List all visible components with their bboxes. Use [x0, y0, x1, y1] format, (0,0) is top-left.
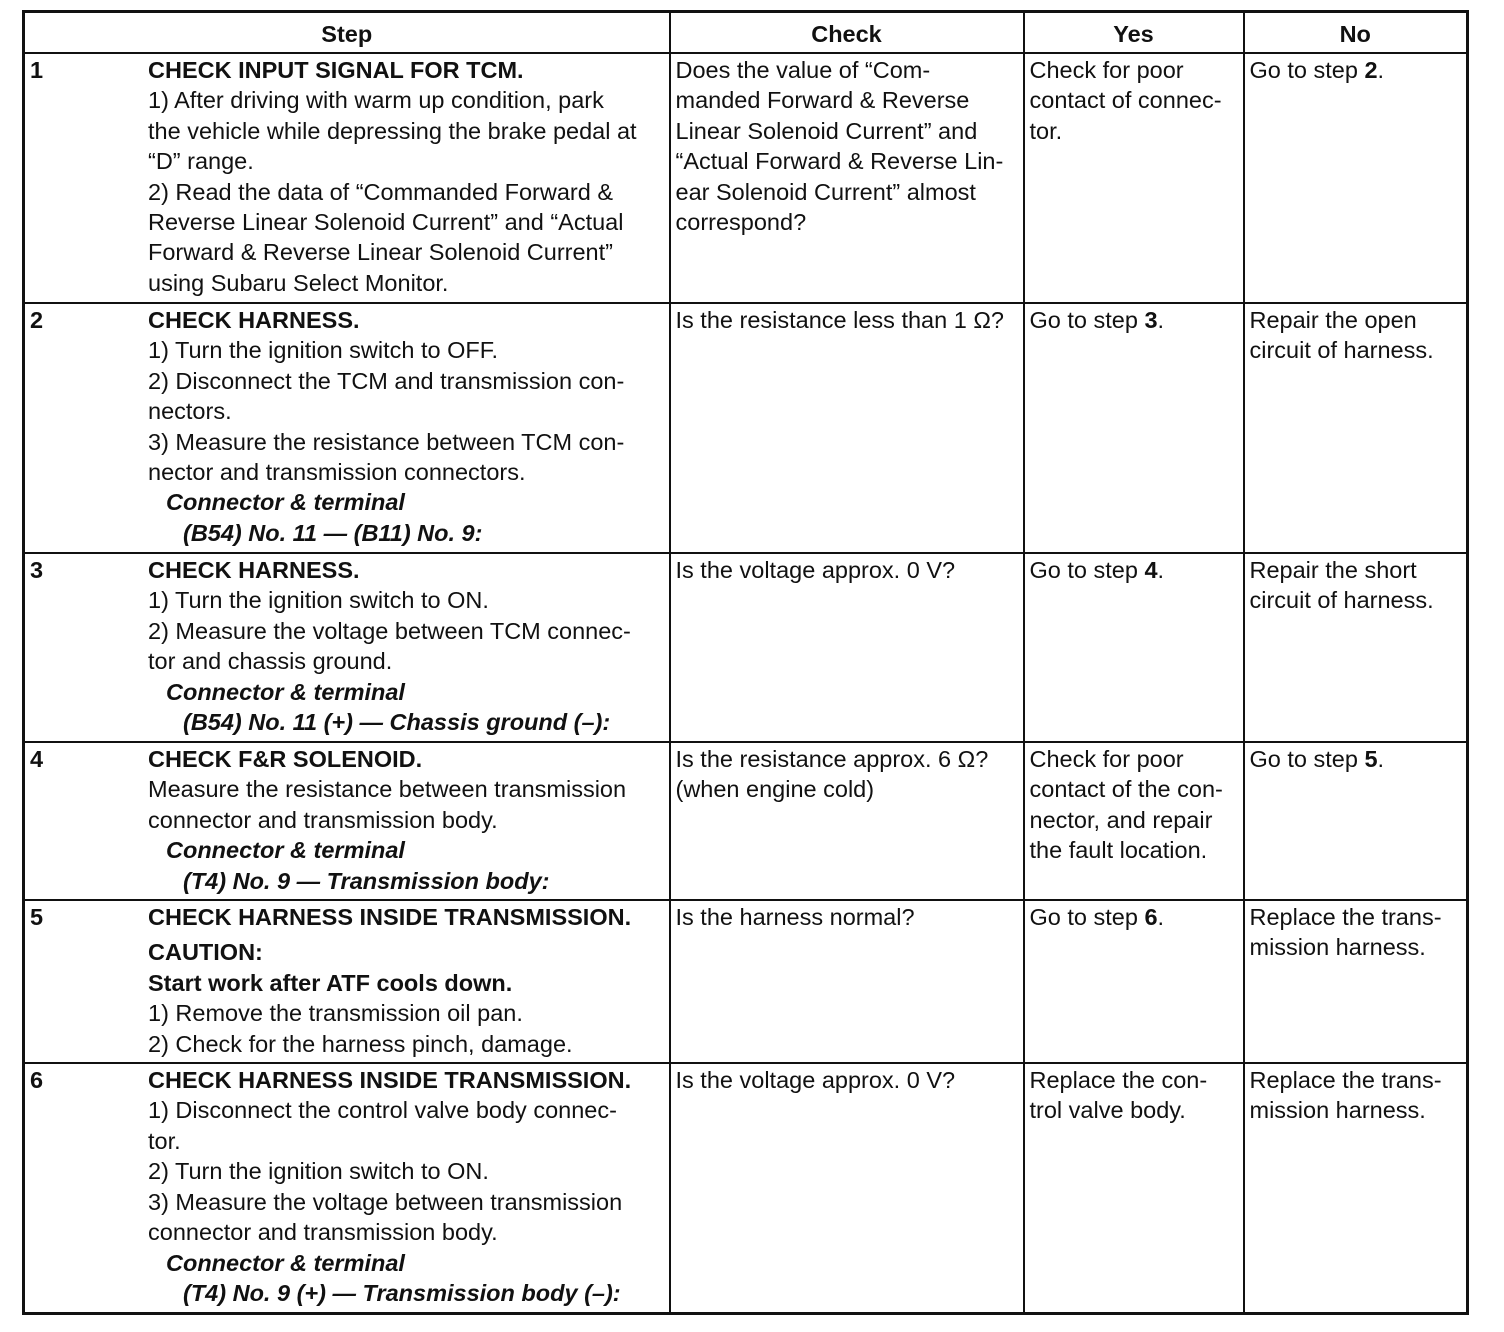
connector-terminal-value: (B54) No. 11 — (B11) No. 9: — [183, 519, 483, 546]
step-number: 4 — [30, 746, 44, 772]
no-text — [1250, 744, 1462, 774]
step-line: tor. — [148, 1127, 181, 1154]
no-text: Replace the trans- — [1249, 904, 1442, 931]
step-line: the vehicle while depressing the brake pedal at — [148, 117, 637, 144]
step-title: CHECK HARNESS. — [148, 307, 360, 333]
check-text: Is the resistance less than 1 Ω? — [675, 307, 1004, 333]
caution-heading: CAUTION: — [148, 939, 263, 966]
step-line: 3) Measure the voltage between transmission — [148, 1188, 623, 1215]
connector-terminal-value: (T4) No. 9 — Transmission body: — [183, 867, 550, 894]
yes-text: tor. — [1029, 117, 1063, 144]
step-line: using Subaru Select Monitor. — [148, 269, 449, 296]
check-cell — [670, 53, 1024, 303]
connector-terminal-label: Connector & terminal — [166, 489, 405, 516]
goto-text: Go to step — [1029, 904, 1145, 931]
table-row — [24, 553, 1468, 742]
step-line: 3) Measure the resistance between TCM con- — [148, 428, 625, 455]
step-line: 2) Measure the voltage between TCM connec- — [148, 617, 631, 644]
yes-cell — [1024, 553, 1244, 742]
yes-text — [1030, 305, 1238, 335]
step-line: nectors. — [148, 398, 232, 425]
no-text: Replace the trans- — [1249, 1067, 1442, 1094]
yes-cell — [1024, 742, 1244, 900]
step-title: CHECK HARNESS INSIDE TRANSMISSION. — [148, 904, 632, 931]
step-number: 6 — [30, 1067, 44, 1094]
step-line: 1) Disconnect the control valve body connec- — [148, 1097, 617, 1124]
step-cell — [24, 53, 670, 303]
step-title: CHECK INPUT SIGNAL FOR TCM. — [148, 57, 524, 83]
check-text: Does the value of “Com- — [675, 57, 931, 83]
step-line: 1) Turn the ignition switch to OFF. — [148, 337, 499, 364]
yes-cell — [1024, 303, 1244, 553]
step-text — [148, 304, 669, 551]
step-text — [148, 554, 669, 740]
yes-text: trol valve body. — [1029, 1097, 1186, 1124]
goto-end: . — [1157, 557, 1165, 583]
goto-end: . — [1377, 746, 1385, 772]
step-number: 2 — [30, 307, 44, 333]
check-text: manded Forward & Reverse — [675, 87, 970, 114]
step-line: Forward & Reverse Linear Solenoid Current” — [148, 239, 613, 266]
yes-text — [1030, 902, 1238, 932]
yes-text: Replace the con- — [1029, 1067, 1208, 1094]
header-yes: Yes — [1024, 12, 1244, 54]
step-title: CHECK F&R SOLENOID. — [148, 746, 423, 772]
yes-cell — [1024, 900, 1244, 1063]
goto-step-ref: 5 — [1364, 746, 1378, 772]
no-text: circuit of harness. — [1249, 337, 1434, 364]
table-row — [24, 742, 1468, 900]
step-text — [148, 743, 669, 899]
yes-text: Check for poor — [1029, 57, 1184, 83]
check-text: Linear Solenoid Current” and — [675, 117, 978, 144]
goto-step-ref: 4 — [1144, 557, 1158, 583]
no-cell — [1244, 53, 1468, 303]
check-text: correspond? — [675, 209, 807, 236]
no-cell — [1244, 553, 1468, 742]
header-no: No — [1244, 12, 1468, 54]
connector-terminal-value: (T4) No. 9 (+) — Transmission body (–): — [183, 1279, 621, 1306]
no-text: circuit of harness. — [1249, 587, 1434, 614]
connector-terminal-label: Connector & terminal — [166, 678, 405, 705]
step-line: nector and transmission connectors. — [148, 459, 526, 486]
goto-text: Go to step — [1249, 57, 1365, 83]
table-row — [24, 303, 1468, 553]
check-cell — [670, 742, 1024, 900]
step-cell — [24, 303, 670, 553]
goto-step-ref: 3 — [1144, 307, 1158, 333]
step-number: 1 — [30, 57, 44, 83]
step-cell — [24, 1063, 670, 1313]
step-line: connector and transmission body. — [148, 806, 498, 833]
table-row — [24, 1063, 1468, 1313]
step-title: CHECK HARNESS INSIDE TRANSMISSION. — [148, 1067, 632, 1094]
header-step: Step — [24, 12, 670, 54]
step-line: tor and chassis ground. — [148, 648, 393, 675]
step-line: Reverse Linear Solenoid Current” and “Actual — [148, 209, 624, 236]
check-cell — [670, 900, 1024, 1063]
check-text: “Actual Forward & Reverse Lin- — [675, 148, 1004, 175]
yes-text: contact of the con- — [1029, 776, 1223, 803]
no-cell — [1244, 1063, 1468, 1313]
no-text: Repair the open — [1249, 307, 1417, 333]
goto-text: Go to step — [1029, 557, 1145, 583]
step-title: CHECK HARNESS. — [148, 557, 360, 583]
yes-text: the fault location. — [1029, 837, 1208, 864]
no-text: Repair the short — [1249, 557, 1417, 583]
step-line: 2) Turn the ignition switch to ON. — [148, 1158, 489, 1185]
check-text: (when engine cold) — [675, 776, 875, 803]
step-line: “D” range. — [148, 148, 254, 175]
diagnostic-table — [22, 10, 1469, 1315]
connector-terminal-label: Connector & terminal — [166, 837, 405, 864]
check-text: Is the resistance approx. 6 Ω? — [675, 746, 989, 772]
step-line: 1) After driving with warm up condition, park — [148, 87, 604, 114]
check-text: Is the harness normal? — [675, 904, 915, 931]
yes-cell — [1024, 53, 1244, 303]
step-text — [148, 54, 669, 301]
step-line: 2) Read the data of “Commanded Forward & — [148, 178, 614, 205]
step-line: connector and transmission body. — [148, 1219, 498, 1246]
step-cell — [24, 742, 670, 900]
no-cell — [1244, 303, 1468, 553]
goto-end: . — [1157, 307, 1165, 333]
step-text — [148, 901, 669, 1062]
table-header-row — [24, 12, 1468, 54]
no-cell — [1244, 900, 1468, 1063]
check-cell — [670, 1063, 1024, 1313]
step-line: Measure the resistance between transmission — [148, 776, 627, 803]
step-cell — [24, 553, 670, 742]
table-row — [24, 53, 1468, 303]
yes-cell — [1024, 1063, 1244, 1313]
yes-text — [1030, 555, 1238, 585]
no-text: mission harness. — [1249, 1097, 1426, 1124]
check-text: Is the voltage approx. 0 V? — [675, 1067, 956, 1094]
check-text: Is the voltage approx. 0 V? — [675, 557, 956, 583]
header-check: Check — [670, 12, 1024, 54]
yes-text: nector, and repair — [1029, 806, 1213, 833]
yes-text: contact of connec- — [1029, 87, 1222, 114]
connector-terminal-value: (B54) No. 11 (+) — Chassis ground (–): — [183, 709, 611, 736]
step-text — [148, 1064, 669, 1311]
check-cell — [670, 553, 1024, 742]
no-text — [1250, 55, 1462, 85]
step-line: 2) Disconnect the TCM and transmission con- — [148, 367, 625, 394]
step-line: 1) Remove the transmission oil pan. — [148, 1000, 523, 1027]
caution-text: Start work after ATF cools down. — [148, 969, 513, 996]
step-line: 1) Turn the ignition switch to ON. — [148, 587, 489, 614]
no-cell — [1244, 742, 1468, 900]
yes-text: Check for poor — [1029, 746, 1184, 772]
step-number: 5 — [30, 904, 44, 931]
step-line: 2) Check for the harness pinch, damage. — [148, 1030, 573, 1057]
step-number: 3 — [30, 557, 44, 583]
goto-text: Go to step — [1029, 307, 1145, 333]
goto-step-ref: 2 — [1364, 57, 1378, 83]
step-cell — [24, 900, 670, 1063]
check-cell — [670, 303, 1024, 553]
check-text: ear Solenoid Current” almost — [675, 178, 976, 205]
goto-end: . — [1157, 904, 1165, 931]
goto-end: . — [1377, 57, 1385, 83]
connector-terminal-label: Connector & terminal — [166, 1249, 405, 1276]
goto-step-ref: 6 — [1144, 904, 1158, 931]
goto-text: Go to step — [1249, 746, 1365, 772]
no-text: mission harness. — [1249, 934, 1426, 961]
table-row — [24, 900, 1468, 1063]
diagnostic-table-wrapper — [22, 10, 1466, 1315]
